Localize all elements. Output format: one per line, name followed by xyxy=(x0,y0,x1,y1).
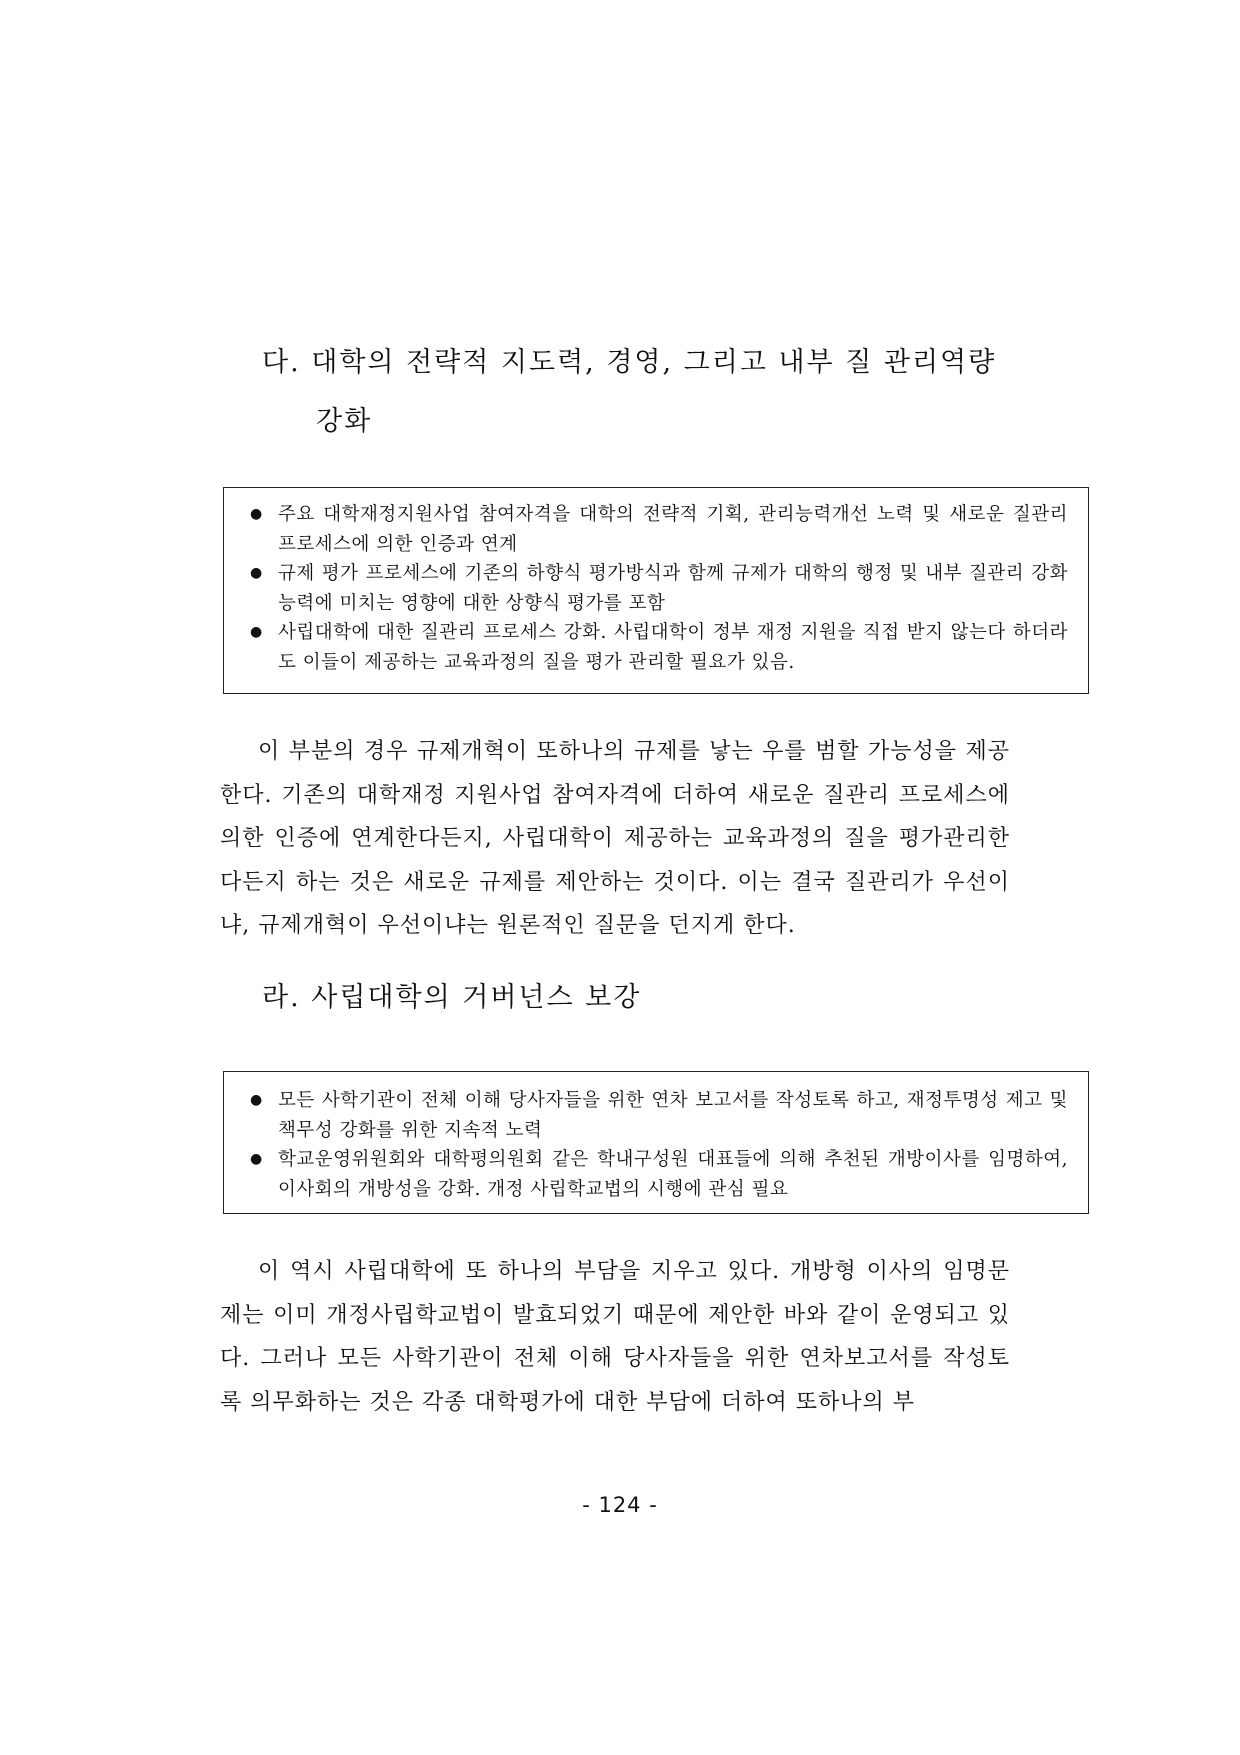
summary-item-text: 규제 평가 프로세스에 기존의 하향식 평가방식과 함께 규제가 대학의 행정 및 내부 질관리 강화 능력에 미치는 영향에 대한 상향식 평가를 포함 xyxy=(278,563,1068,614)
summary-item xyxy=(250,1145,1068,1204)
summary-item xyxy=(250,1086,1068,1145)
summary-list-ra xyxy=(250,1086,1068,1204)
bullet-icon: ● xyxy=(250,506,263,522)
section-heading-da xyxy=(262,340,996,438)
bullet-icon: ● xyxy=(250,1151,263,1167)
body-paragraph-da: 이 부분의 경우 규제개혁이 또하나의 규제를 낳는 우를 범할 가능성을 제공한다. 기존의 대학재정 지원사업 참여자격에 더하여 새로운 질관리 프로세스에 의한 인증에 연계한다든지, 사립대학이 제공하는 교육과정의 질을 평가관리한다든지 하는 것은 새로운 규제를 제안하는 것이다. 이는 결국 질관리가 우선이냐, 규제개혁이 우선이냐는 원론적인 질문을 던지게 한다. xyxy=(220,739,1010,938)
summary-item-text: 모든 사학기관이 전체 이해 당사자들을 위한 연차 보고서를 작성토록 하고, 재정투명성 제고 및 책무성 강화를 위한 지속적 노력 xyxy=(278,1090,1068,1141)
section-heading-da-line2: 강화 xyxy=(316,406,373,437)
summary-item-text: 학교운영위원회와 대학평의원회 같은 학내구성원 대표들에 의해 추천된 개방이사를 임명하여, 이사회의 개방성을 강화. 개정 사립학교법의 시행에 관심 필요 xyxy=(278,1149,1068,1200)
body-paragraph-ra: 이 역시 사립대학에 또 하나의 부담을 지우고 있다. 개방형 이사의 임명문제는 이미 개정사립학교법이 발효되었기 때문에 제안한 바와 같이 운영되고 있다. 그러나 모든 사학기관이 전체 이해 당사자들을 위한 연차보고서를 작성토록 의무화하는 것은 각종 대학평가에 대한 부담에 더하여 또하나의 부 xyxy=(220,1259,1010,1415)
summary-box-ra xyxy=(223,1071,1089,1214)
summary-item xyxy=(250,618,1068,677)
summary-item-text: 주요 대학재정지원사업 참여자격을 대학의 전략적 기획, 관리능력개선 노력 및 새로운 질관리 프로세스에 의한 인증과 연계 xyxy=(278,504,1068,555)
page-number: - 124 - xyxy=(582,1493,658,1517)
section-heading-da-line1: 다. 대학의 전략적 지도력, 경영, 그리고 내부 질 관리역량 xyxy=(262,347,997,378)
summary-list-da xyxy=(250,500,1068,677)
bullet-icon: ● xyxy=(250,1092,263,1108)
summary-item xyxy=(250,500,1068,559)
bullet-icon: ● xyxy=(250,565,263,581)
summary-item-text: 사립대학에 대한 질관리 프로세스 강화. 사립대학이 정부 재정 지원을 직접 받지 않는다 하더라도 이들이 제공하는 교육과정의 질을 평가 관리할 필요가 있음. xyxy=(278,622,1068,673)
summary-item xyxy=(250,559,1068,618)
bullet-icon: ● xyxy=(250,624,263,640)
summary-box-da xyxy=(223,487,1089,694)
section-heading-ra: 라. 사립대학의 거버넌스 보강 xyxy=(262,982,642,1013)
